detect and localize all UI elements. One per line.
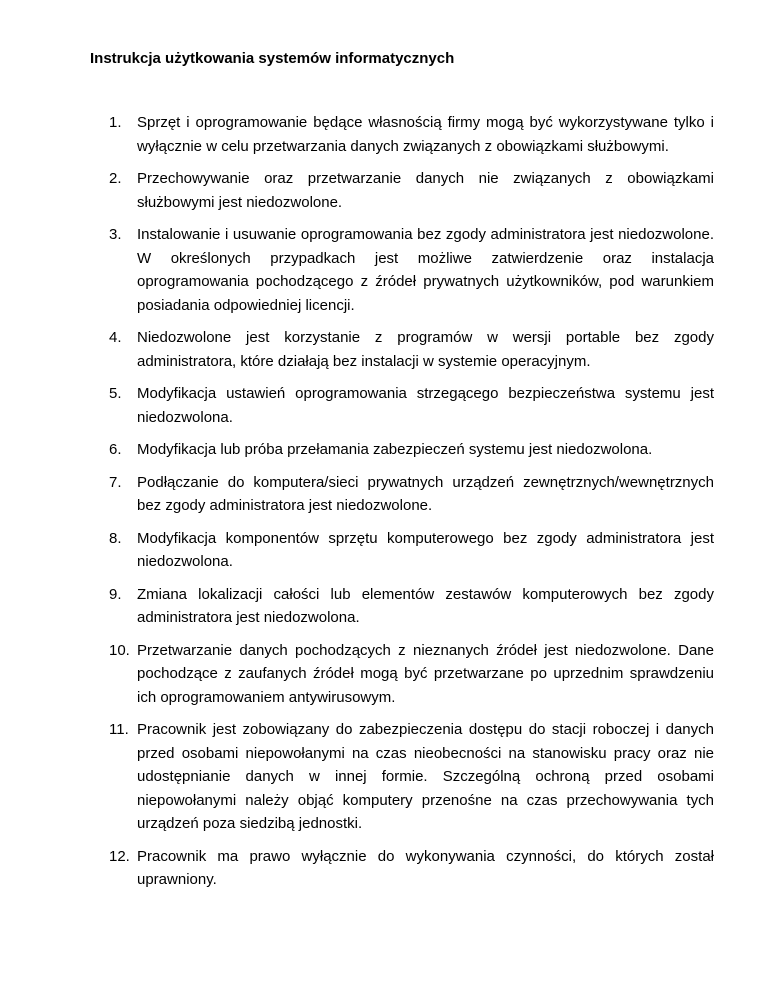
rule-text: Przetwarzanie danych pochodzących z nieznanych źródeł jest niedozwolone. Dane pochodzące z zaufanych źródeł mogą być przetwarzane po uprzednim sprawdzeniu ich oprogramowaniem antywirusowym. <box>137 641 714 706</box>
rule-text: Modyfikacja ustawień oprogramowania strzegącego bezpieczeństwa systemu jest niedozwolona. <box>137 385 714 426</box>
rule-item-3 <box>109 223 714 317</box>
rule-text: Przechowywanie oraz przetwarzanie danych nie związanych z obowiązkami służbowymi jest niedozwolone. <box>137 170 714 211</box>
rule-text: Modyfikacja komponentów sprzętu komputerowego bez zgody administratora jest niedozwolona. <box>137 529 714 570</box>
rule-number: 5. <box>109 385 122 402</box>
rule-item-2 <box>109 167 714 214</box>
rule-text: Pracownik jest zobowiązany do zabezpieczenia dostępu do stacji roboczej i danych przed osobami niepowołanymi na czas nieobecności na stanowisku pracy oraz nie udostępnianie danych w innej formie. Szczególną ochroną przed osobami niepowołanymi należy objąć komputery przenośne na czas przechowywania tych urządzeń poza siedzibą jednostki. <box>137 721 714 832</box>
document-title: Instrukcja użytkowania systemów informatycznych <box>90 50 455 67</box>
rule-number: 12. <box>109 847 130 865</box>
rule-number: 7. <box>109 473 122 491</box>
rule-number: 3. <box>109 226 122 243</box>
rule-item-11 <box>109 718 714 836</box>
rule-number: 6. <box>109 441 122 458</box>
rules-list <box>109 111 714 901</box>
rule-number: 2. <box>109 170 122 187</box>
rule-item-9 <box>109 583 714 630</box>
rule-item-4 <box>109 326 714 373</box>
rule-item-10 <box>109 639 714 710</box>
rule-item-8 <box>109 527 714 574</box>
rule-text: Modyfikacja lub próba przełamania zabezpieczeń systemu jest niedozwolona. <box>137 441 653 458</box>
rule-text: Pracownik ma prawo wyłącznie do wykonywania czynności, do których został uprawniony. <box>137 847 714 888</box>
rule-text: Instalowanie i usuwanie oprogramowania bez zgody administratora jest niedozwolone. W określonych przypadkach jest możliwe zatwierdzenie oraz instalacja oprogramowania pochodzącego z źródeł prywatnych użytkowników, pod warunkiem posiadania odpowiedniej licencji. <box>137 226 714 314</box>
rule-number: 1. <box>109 114 122 131</box>
rule-item-7 <box>109 471 714 518</box>
rule-number: 11. <box>109 721 129 738</box>
rule-item-6 <box>109 438 714 462</box>
rule-number: 4. <box>109 329 122 346</box>
rule-number: 8. <box>109 529 122 547</box>
rule-number: 10. <box>109 641 130 659</box>
rule-text: Podłączanie do komputera/sieci prywatnych urządzeń zewnętrznych/wewnętrznych bez zgody administratora jest niedozwolone. <box>137 473 714 514</box>
rule-number: 9. <box>109 585 122 603</box>
rule-item-5 <box>109 382 714 429</box>
rule-item-1 <box>109 111 714 158</box>
rule-text: Sprzęt i oprogramowanie będące własnością firmy mogą być wykorzystywane tylko i wyłącznie w celu przetwarzania danych związanych z obowiązkami służbowymi. <box>137 114 714 155</box>
rule-text: Zmiana lokalizacji całości lub elementów zestawów komputerowych bez zgody administratora jest niedozwolona. <box>137 585 714 626</box>
rule-item-12 <box>109 845 714 892</box>
rule-text: Niedozwolone jest korzystanie z programów w wersji portable bez zgody administratora, które działają bez instalacji w systemie operacyjnym. <box>137 329 714 370</box>
